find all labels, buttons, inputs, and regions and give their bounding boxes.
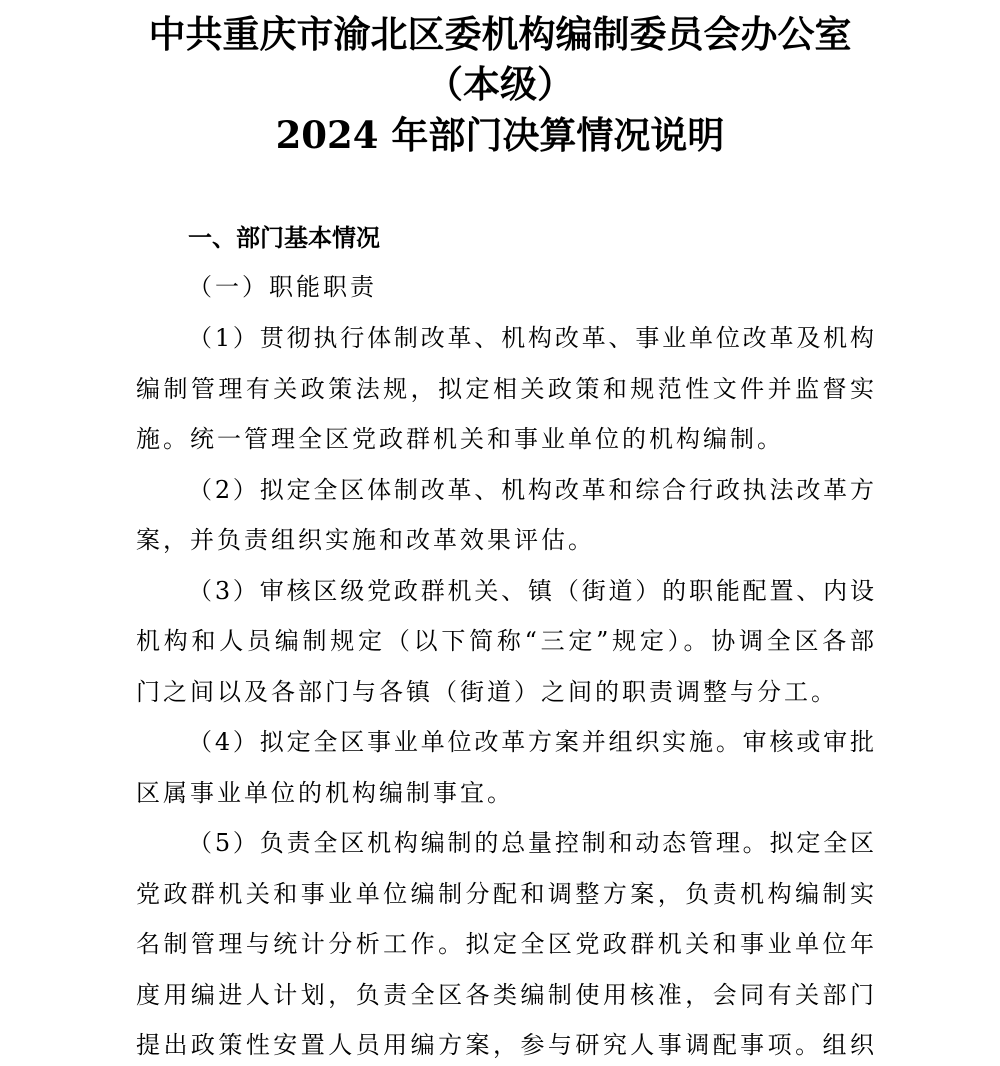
paragraph-5-line-4: 度用编进人计划，负责全区各类编制使用核准，会同有关部门 xyxy=(136,981,874,1009)
paragraph-5-line-2: 党政群机关和事业单位编制分配和调整方案，负责机构编制实 xyxy=(136,880,874,908)
paragraph-5-line-3: 名制管理与统计分析工作。拟定全区党政群机关和事业单位年 xyxy=(136,930,874,958)
document-title-line-2: （本级） xyxy=(426,62,574,106)
paragraph-3-line-1: （3）审核区级党政群机关、镇（街道）的职能配置、内设 xyxy=(188,577,874,605)
document-title-line-3: 2024 年部门决算情况说明 xyxy=(275,113,725,157)
document-title-line-1: 中共重庆市渝北区委机构编制委员会办公室 xyxy=(148,12,852,56)
paragraph-2-line-1: （2）拟定全区体制改革、机构改革和综合行政执法改革方 xyxy=(188,476,874,504)
subsection-heading: （一）职能职责 xyxy=(188,273,377,301)
paragraph-1-line-1: （1）贯彻执行体制改革、机构改革、事业单位改革及机构 xyxy=(188,324,874,352)
paragraph-5-line-5: 提出政策性安置人员用编方案，参与研究人事调配事项。组织 xyxy=(136,1031,874,1059)
paragraph-1-line-3: 施。统一管理全区党政群机关和事业单位的机构编制。 xyxy=(136,425,784,453)
paragraph-5-line-1: （5）负责全区机构编制的总量控制和动态管理。拟定全区 xyxy=(188,829,874,857)
paragraph-3-line-2: 机构和人员编制规定（以下简称“三定”规定）。协调全区各部 xyxy=(136,627,874,655)
paragraph-4-line-1: （4）拟定全区事业单位改革方案并组织实施。审核或审批 xyxy=(188,728,874,756)
paragraph-4-line-2: 区属事业单位的机构编制事宜。 xyxy=(136,779,514,807)
section-heading: 一、部门基本情况 xyxy=(188,224,380,252)
paragraph-2-line-2: 案，并负责组织实施和改革效果评估。 xyxy=(136,526,595,554)
paragraph-3-line-3: 门之间以及各部门与各镇（街道）之间的职责调整与分工。 xyxy=(136,678,838,706)
paragraph-1-line-2: 编制管理有关政策法规，拟定相关政策和规范性文件并监督实 xyxy=(136,375,874,403)
